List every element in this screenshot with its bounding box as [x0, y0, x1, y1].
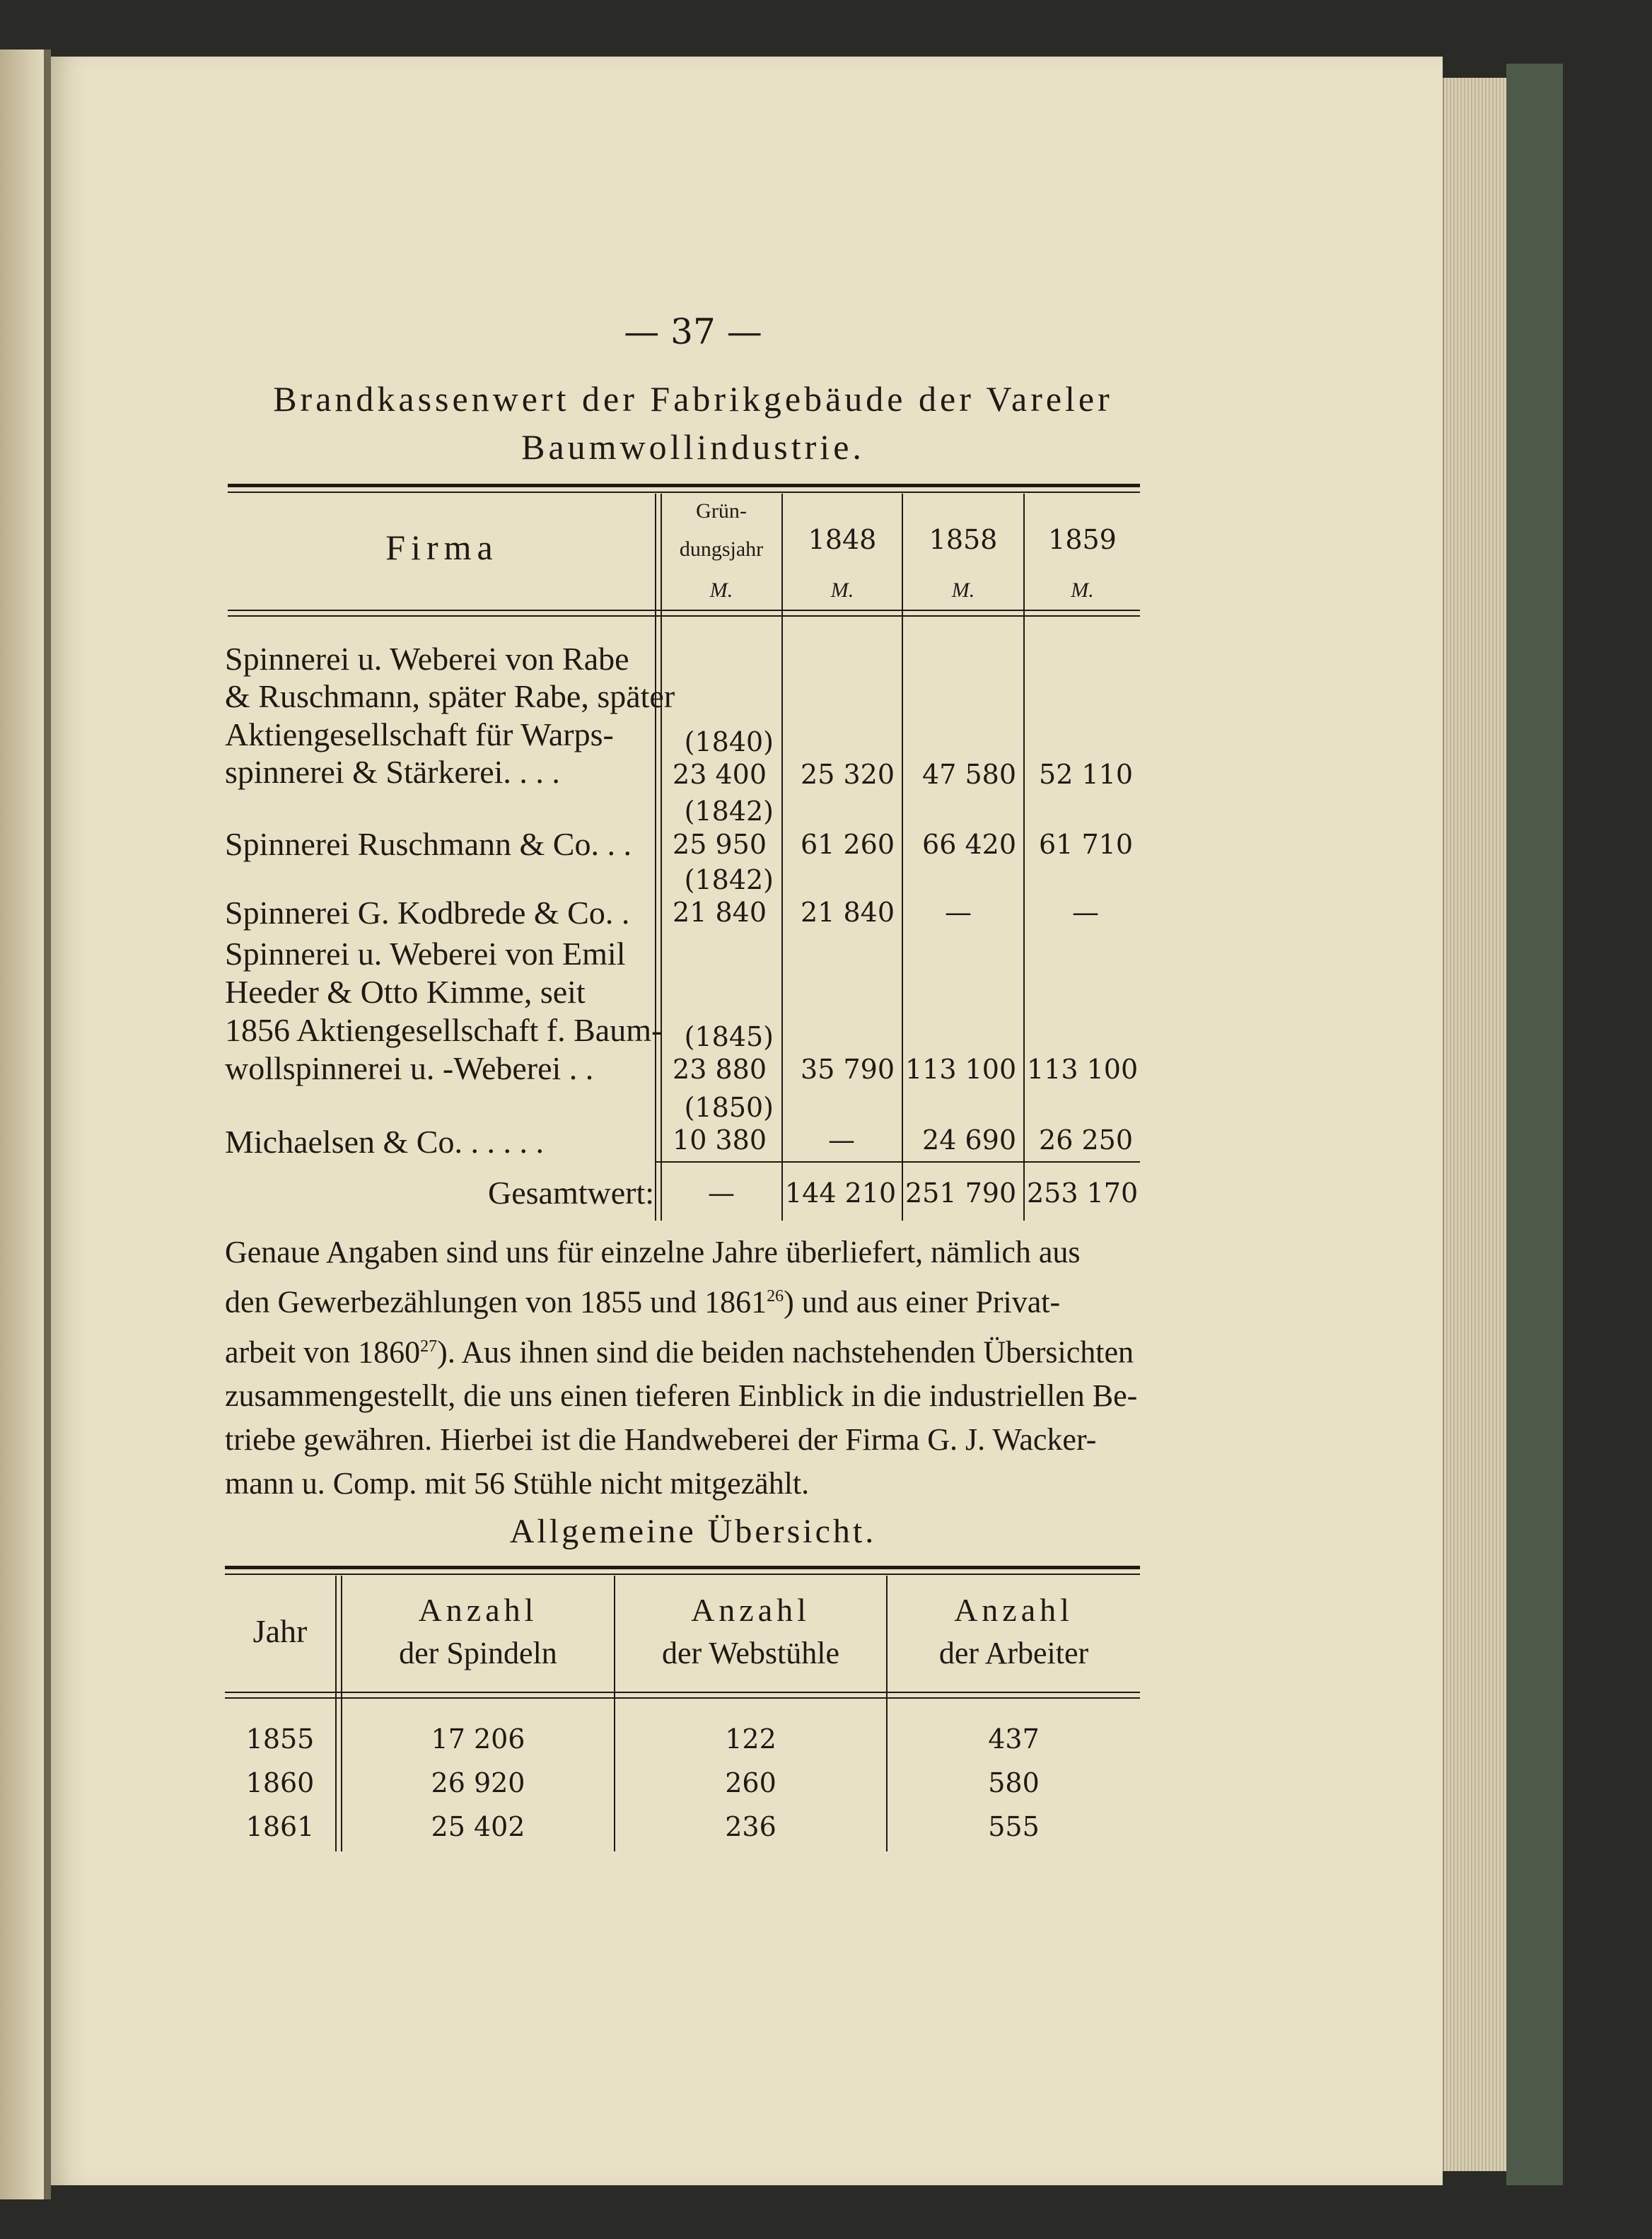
t2-row1-spindeln: 17 206 [431, 1723, 525, 1755]
header-1858: 1858 [929, 524, 998, 555]
t2-top-rule-thin [225, 1574, 1140, 1575]
row4-firma-3: 1856 Aktiengesellschaft f. Baum- [225, 1012, 663, 1048]
table-top-rule-thin [228, 492, 1140, 493]
t2-header-anzahl-1: Anzahl [418, 1592, 538, 1628]
row5-1859: 26 250 [1039, 1124, 1133, 1156]
row3-1859: — [1072, 897, 1099, 928]
t2-header-spindeln: der Spindeln [399, 1636, 557, 1670]
total-1848: 144 210 [785, 1177, 897, 1209]
header-gruendung-1: Grün- [696, 499, 747, 523]
para-line-2-tail: ) und aus einer Privat- [784, 1284, 1061, 1320]
header-1848: 1848 [808, 524, 877, 555]
para-line-3-head: arbeit von 1860 [225, 1334, 421, 1370]
t2-header-rule [225, 1692, 1140, 1693]
row4-1859: 113 100 [1027, 1054, 1139, 1085]
row5-firma-1: Michaelsen & Co. . . . . . [225, 1124, 544, 1160]
t2-row3-jahr: 1861 [245, 1811, 315, 1842]
header-firma: Firma [385, 528, 499, 567]
row4-gvalue: 23 880 [673, 1054, 767, 1085]
total-1858: 251 790 [905, 1177, 1017, 1209]
left-page-edge [0, 50, 46, 2199]
t2-row2-arbeiter: 580 [988, 1767, 1040, 1798]
row3-1848: 21 840 [801, 897, 895, 928]
unit-1848: M. [830, 578, 854, 602]
row3-gruendung: (1842) [684, 864, 774, 895]
row5-gruendung: (1850) [684, 1092, 774, 1123]
row1-firma-3: Aktiengesellschaft für Warps- [225, 716, 614, 752]
t2-row2-jahr: 1860 [245, 1767, 315, 1798]
t2-row3-spindeln: 25 402 [431, 1811, 525, 1842]
t2-col-a [335, 1576, 337, 1851]
row1-gvalue: 23 400 [673, 759, 767, 790]
para-line-1: Genaue Angaben sind uns für einzelne Jahre überliefert, nämlich aus [225, 1235, 1081, 1269]
unit-1859: M. [1071, 578, 1094, 602]
t2-header-anzahl-3: Anzahl [954, 1592, 1074, 1628]
footnote-27: 27 [420, 1337, 438, 1356]
row3-gvalue: 21 840 [673, 897, 767, 928]
title-line-2: Baumwollindustrie. [521, 427, 865, 467]
header-rule-2 [228, 615, 1140, 617]
header-1859: 1859 [1048, 524, 1117, 555]
t2-header-jahr: Jahr [252, 1613, 308, 1649]
row5-gvalue: 10 380 [673, 1124, 767, 1156]
row3-firma-1: Spinnerei G. Kodbrede & Co. . [225, 895, 630, 931]
row1-1859: 52 110 [1039, 759, 1133, 790]
row3-1858: — [945, 897, 972, 928]
row1-firma-2: & Ruschmann, später Rabe, später [225, 678, 675, 714]
row4-firma-2: Heeder & Otto Kimme, seit [225, 974, 586, 1010]
t2-row1-webstuehle: 122 [725, 1723, 776, 1755]
row2-1848: 61 260 [801, 829, 895, 860]
t2-row2-webstuehle: 260 [725, 1767, 776, 1798]
row4-1858: 113 100 [905, 1054, 1017, 1085]
page-number: — 37 — [624, 311, 762, 352]
para-line-4: zusammengestellt, die uns einen tieferen Einblick in die industriellen Be- [225, 1378, 1138, 1414]
para-line-5: triebe gewähren. Hierbei ist die Handweberei der Firma G. J. Wacker- [225, 1422, 1097, 1458]
row2-1859: 61 710 [1039, 829, 1133, 860]
total-1859: 253 170 [1027, 1177, 1139, 1209]
row4-firma-4: wollspinnerei u. -Weberei . . [225, 1050, 594, 1086]
overview-title: Allgemeine Übersicht. [509, 1513, 877, 1550]
row4-firma-1: Spinnerei u. Weberei von Emil [225, 936, 626, 972]
row5-1848: — [828, 1124, 855, 1156]
footnote-26: 26 [767, 1287, 784, 1305]
table-top-rule [228, 484, 1140, 487]
col-line-b [661, 494, 662, 1221]
book-cover [1506, 64, 1563, 2185]
body-paragraph [225, 1231, 1139, 1506]
col-line-a [655, 494, 656, 1221]
para-line-2 [225, 1274, 1139, 1325]
t2-row1-jahr: 1855 [245, 1723, 315, 1755]
total-rule [655, 1161, 1140, 1163]
total-label: Gesamtwert: [488, 1175, 655, 1211]
row2-gvalue: 25 950 [673, 829, 767, 860]
col-line-c [781, 494, 783, 1221]
row2-firma-1: Spinnerei Ruschmann & Co. . . [225, 826, 632, 862]
row4-1848: 35 790 [801, 1054, 895, 1085]
para-line-3 [225, 1325, 1139, 1375]
row4-gruendung: (1845) [684, 1021, 774, 1052]
row1-gruendung: (1840) [684, 726, 774, 757]
t2-top-rule [225, 1566, 1140, 1569]
t2-row3-webstuehle: 236 [725, 1811, 776, 1842]
row2-1858: 66 420 [922, 829, 1016, 860]
row1-firma-1: Spinnerei u. Weberei von Rabe [225, 641, 629, 677]
row1-firma-4: spinnerei & Stärkerei. . . . [225, 754, 560, 790]
header-rule [228, 610, 1140, 611]
total-gruendung: — [708, 1177, 735, 1209]
row1-1848: 25 320 [801, 759, 895, 790]
title-line-1: Brandkassenwert der Fabrikgebäude der Vareler [273, 379, 1113, 419]
unit-gruendung: M. [709, 578, 733, 602]
unit-1858: M. [951, 578, 975, 602]
t2-header-arbeiter: der Arbeiter [938, 1636, 1089, 1670]
row5-1858: 24 690 [922, 1124, 1016, 1156]
t2-header-webstuehle: der Webstühle [661, 1636, 840, 1670]
t2-header-anzahl-2: Anzahl [691, 1592, 810, 1628]
t2-header-rule-2 [225, 1697, 1140, 1699]
col-line-d [902, 494, 903, 1221]
para-line-3-tail: ). Aus ihnen sind die beiden nachstehenden Übersichten [437, 1334, 1134, 1370]
t2-row2-spindeln: 26 920 [431, 1767, 525, 1798]
col-line-e [1023, 494, 1025, 1221]
para-line-6: mann u. Comp. mit 56 Stühle nicht mitgezählt. [225, 1466, 810, 1501]
para-line-2-head: den Gewerbezählungen von 1855 und 1861 [225, 1284, 767, 1320]
row1-1858: 47 580 [922, 759, 1016, 790]
row2-gruendung: (1842) [684, 796, 774, 827]
header-gruendung-2: dungsjahr [679, 537, 764, 561]
t2-row1-arbeiter: 437 [988, 1723, 1040, 1755]
page-edges [1443, 78, 1508, 2171]
book-gutter [44, 50, 51, 2199]
t2-row3-arbeiter: 555 [988, 1811, 1040, 1842]
